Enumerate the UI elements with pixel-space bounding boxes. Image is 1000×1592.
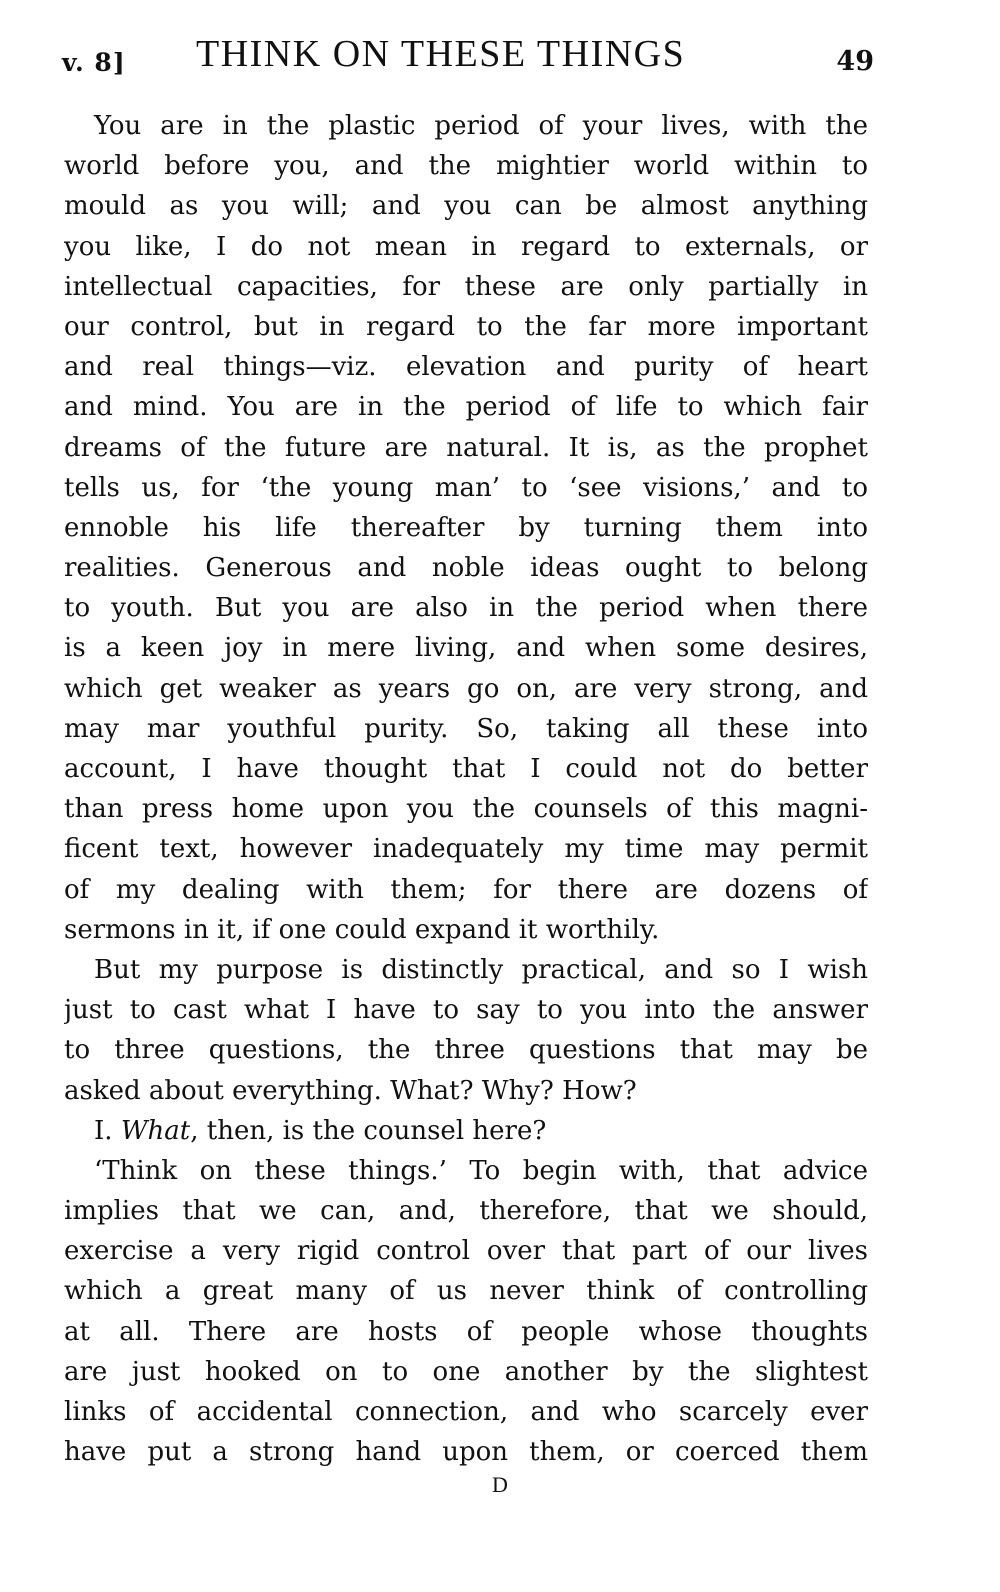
text-line: exercise a very rigid control over that part of our lives <box>64 1236 868 1267</box>
text-line: than press home upon you the counsels of this magni- <box>64 794 868 825</box>
page-number: 49 <box>836 46 874 77</box>
body-text <box>64 106 868 1472</box>
text-line: ‘Think on these things.’ To begin with, that advice <box>94 1155 868 1186</box>
text-line: have put a strong hand upon them, or coerced them <box>64 1437 868 1468</box>
text-line: and real things—viz. elevation and purity of heart <box>64 352 868 383</box>
text-line: which get weaker as years go on, are very strong, and <box>64 673 868 704</box>
heading-numeral: I. <box>94 1115 113 1146</box>
text-line: to three questions, the three questions that may be <box>64 1035 868 1066</box>
text-line: You are in the plastic period of your lives, with the <box>94 111 868 141</box>
section-heading <box>64 1111 868 1151</box>
text-line: to youth. But you are also in the period when there <box>64 593 868 624</box>
text-line: asked about everything. What? Why? How? <box>64 1075 637 1106</box>
text-line: our control, but in regard to the far more important <box>64 311 868 342</box>
heading-rest: , then, is the counsel here? <box>190 1115 547 1146</box>
text-line: just to cast what I have to say to you into the answer <box>64 995 868 1026</box>
text-line: account, I have thought that I could not do better <box>64 754 868 784</box>
section-reference: v. 8] <box>62 48 126 77</box>
text-line: implies that we can, and, therefore, that we should, <box>64 1196 868 1227</box>
text-line: are just hooked on to one another by the slightest <box>64 1356 868 1387</box>
text-line: dreams of the future are natural. It is, as the prophet <box>64 432 868 463</box>
text-line: tells us, for ‘the young man’ to ‘see visions,’ and to <box>64 472 868 503</box>
text-line: at all. There are hosts of people whose thoughts <box>64 1316 868 1347</box>
text-line: intellectual capacities, for these are only partially in <box>64 271 868 302</box>
text-line: and mind. You are in the period of life to which fair <box>64 392 868 423</box>
text-line: ennoble his life thereafter by turning them into <box>64 512 868 543</box>
signature-mark: D <box>492 1472 508 1497</box>
text-line: But my purpose is distinctly practical, and so I wish <box>94 954 868 985</box>
text-line: which a great many of us never think of controlling <box>64 1276 868 1307</box>
page-title: THINK ON THESE THINGS <box>196 33 686 75</box>
running-head <box>62 32 874 82</box>
text-line: may mar youthful purity. So, taking all these into <box>64 713 868 744</box>
text-line: sermons in it, if one could expand it worthily. <box>64 914 660 945</box>
text-line: world before you, and the mightier world within to <box>64 151 868 182</box>
heading-italic-word: What <box>120 1115 191 1146</box>
text-line: is a keen joy in mere living, and when some desires, <box>64 633 868 664</box>
text-line: of my dealing with them; for there are dozens of <box>64 874 868 905</box>
text-line: ficent text, however inadequately my time may permit <box>64 834 868 865</box>
text-line: realities. Generous and noble ideas ought to belong <box>64 553 868 584</box>
text-line: mould as you will; and you can be almost anything <box>64 191 868 222</box>
text-line: you like, I do not mean in regard to externals, or <box>64 231 868 262</box>
text-line: links of accidental connection, and who scarcely ever <box>64 1397 868 1427</box>
